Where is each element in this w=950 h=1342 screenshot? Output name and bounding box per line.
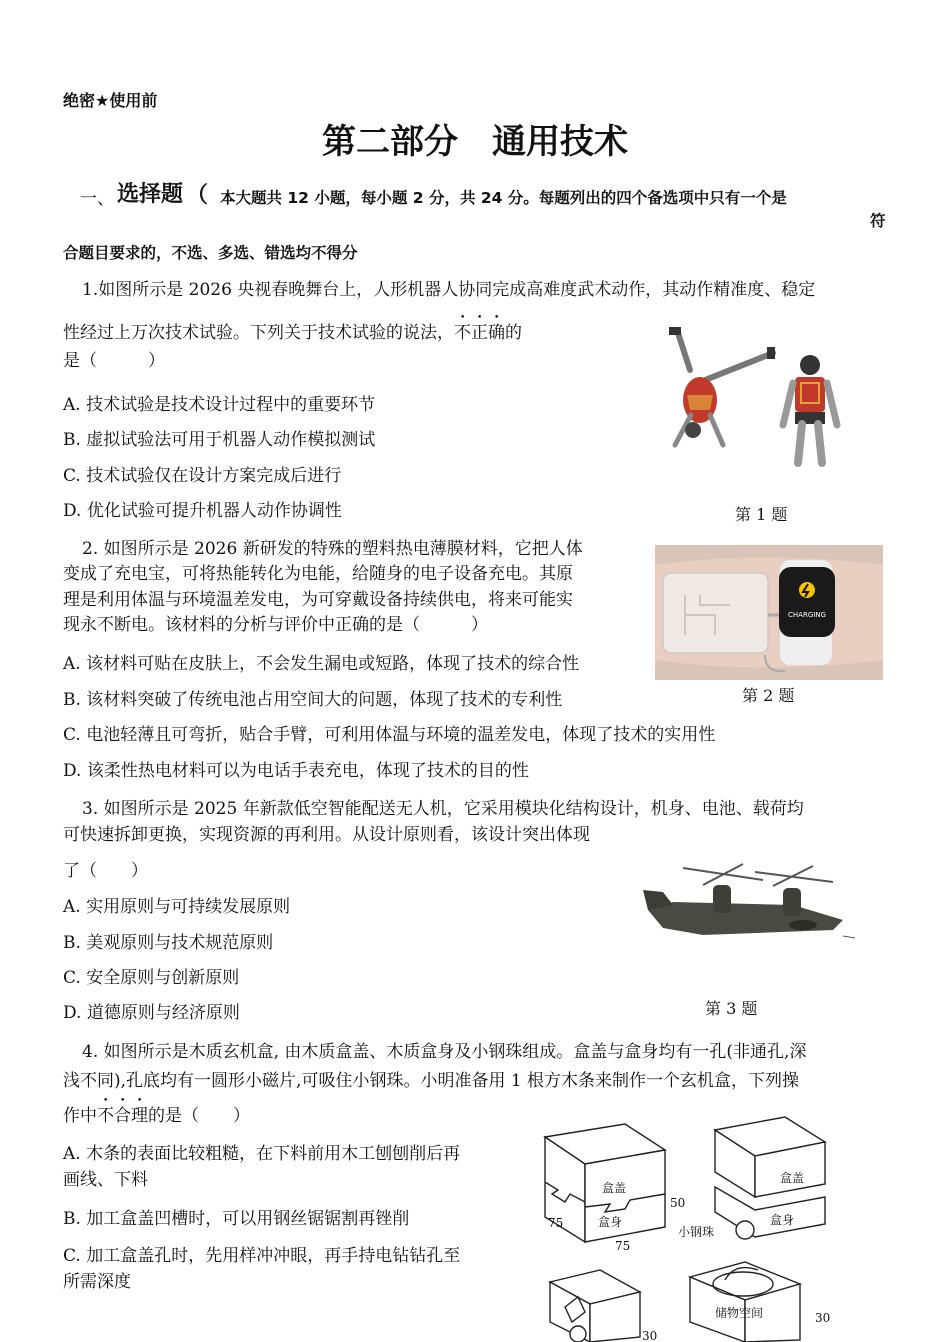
page-title: 第二部分 通用技术 <box>322 122 628 162</box>
q1-stem-line-1: 1.如图所示是 2026 央视春晚舞台上，人形机器人协同完成高难度武术动作，其动作精准度、稳定 <box>82 280 816 300</box>
q1-option-c: C. 技术试验仅在设计方案完成后进行 <box>63 466 342 486</box>
q1-option-a: A. 技术试验是技术设计过程中的重要环节 <box>63 395 376 415</box>
lid-detail-icon <box>550 1270 640 1342</box>
q2-option-d: D. 该柔性热电材料可以为电话手表充电，体现了技术的目的性 <box>63 761 529 781</box>
q4-option-a-line-1: A. 木条的表面比较粗糙，在下料前用木工刨刨削后再 <box>63 1144 461 1164</box>
q3-option-c: C. 安全原则与创新原则 <box>63 968 240 988</box>
q4-option-c-line-1: C. 加工盒盖孔时，先用样冲冲眼，再手持电钻钻孔至 <box>63 1246 461 1266</box>
standing-robot-icon <box>783 355 837 463</box>
q1-stem-line-2-pre: 性经过上万次技术试验。下列关于技术试验的说法， <box>63 323 454 343</box>
section-desc-1-end: 符 <box>870 212 886 230</box>
q3-option-b: B. 美观原则与技术规范原则 <box>63 933 274 953</box>
lid-label-exploded: 盒盖 <box>780 1171 805 1185</box>
q4-option-a-line-2: 画线、下料 <box>63 1170 148 1190</box>
lid-label: 盒盖 <box>602 1181 627 1195</box>
dim-30-right: 30 <box>815 1311 831 1325</box>
storage-space-label: 储物空间 <box>715 1306 764 1320</box>
q3-option-d: D. 道德原则与经济原则 <box>63 1003 240 1023</box>
ball-label: 小钢珠 <box>678 1225 715 1239</box>
q4-stem-line-3-post: 的是（ ） <box>148 1106 250 1126</box>
q3-stem-line-3: 了（ ） <box>63 861 148 881</box>
q2-stem-line-4: 现永不断电。该材料的分析与评价中正确的是（ ） <box>63 615 488 635</box>
watch-label: CHARGING <box>788 611 826 619</box>
q3-caption: 第 3 题 <box>705 999 758 1018</box>
q1-emphasis: 不正确 <box>454 323 505 343</box>
q3-stem-line-1: 3. 如图所示是 2025 年新款低空智能配送无人机，它采用模块化结构设计，机身、电池、载荷均 <box>82 799 804 819</box>
q4-box-figure <box>530 1112 845 1342</box>
dim-50: 50 <box>670 1196 686 1210</box>
section-desc-2: 合题目要求的，不选、多选、错选均不得分 <box>63 244 358 262</box>
q4-option-b: B. 加工盒盖凹槽时，可以用钢丝锯锯割再锉削 <box>63 1209 410 1229</box>
q2-option-c: C. 电池轻薄且可弯折，贴合手臂，可利用体温与环境的温差发电，体现了技术的实用性 <box>63 725 716 745</box>
thermo-film-icon <box>663 573 768 653</box>
q2-stem-line-3: 理是利用体温与环境温差发电，为可穿戴设备持续供电，将来可能实 <box>63 590 573 610</box>
section-heading <box>80 180 890 216</box>
section-desc-1: 本大题共 12 小题，每小题 2 分，共 24 分。每题列出的四个备选项中只有一个是 <box>220 189 787 207</box>
section-prefix: 一、 <box>80 189 114 209</box>
q1-stem-line-2 <box>63 313 522 346</box>
q1-stem-line-2-post: 的 <box>505 323 522 343</box>
q4-stem-line-3 <box>63 1096 250 1129</box>
handstand-robot-icon <box>669 327 775 445</box>
q2-caption: 第 2 题 <box>742 686 795 705</box>
q2-watch-figure <box>655 545 883 680</box>
q1-option-d: D. 优化试验可提升机器人动作协调性 <box>63 501 342 521</box>
q1-option-b: B. 虚拟试验法可用于机器人动作模拟测试 <box>63 430 376 450</box>
dim-75-bottom: 75 <box>615 1239 631 1253</box>
drone-icon <box>643 864 855 938</box>
q2-stem-line-1: 2. 如图所示是 2026 新研发的特殊的塑料热电薄膜材料，它把人体 <box>82 539 583 559</box>
q2-option-a: A. 该材料可贴在皮肤上，不会发生漏电或短路，体现了技术的综合性 <box>63 654 580 674</box>
q2-option-b: B. 该材料突破了传统电池占用空间大的问题，体现了技术的专利性 <box>63 690 563 710</box>
q4-emphasis: 不合理 <box>97 1106 148 1126</box>
q4-option-c-line-2: 所需深度 <box>63 1272 131 1292</box>
q1-caption: 第 1 题 <box>735 505 788 524</box>
body-detail-icon <box>690 1262 800 1342</box>
q3-stem-line-2: 可快速拆卸更换，实现资源的再利用。从设计原则看，该设计突出体现 <box>63 825 590 845</box>
q4-stem-line-1: 4. 如图所示是木质玄机盒, 由木质盒盖、木质盒身及小钢珠组成。盒盖与盒身均有一孔(非通孔,深 <box>82 1042 807 1062</box>
secret-label: 绝密★使用前 <box>63 91 158 110</box>
q2-stem-line-2: 变成了充电宝，可将热能转化为电能，给随身的电子设备充电。其原 <box>63 564 573 584</box>
section-name: 选择题 <box>117 182 184 207</box>
watch-icon <box>779 567 835 637</box>
dim-30-left: 30 <box>642 1329 658 1342</box>
q4-stem-line-3-pre: 作中 <box>63 1106 97 1126</box>
q1-stem-line-3: 是（ ） <box>63 351 165 371</box>
q3-drone-figure <box>643 850 855 948</box>
body-label: 盒身 <box>598 1215 623 1229</box>
q3-option-a: A. 实用原则与可持续发展原则 <box>63 897 291 917</box>
q1-robots-figure <box>655 325 845 470</box>
section-paren: （ <box>186 182 209 208</box>
q4-stem-line-2: 浅不同),孔底均有一圆形小磁片,可吸住小钢珠。小明准备用 1 根方木条来制作一个玄机盒，下列操 <box>63 1071 800 1091</box>
body-label-exploded: 盒身 <box>770 1213 795 1227</box>
dim-75-left: 75 <box>548 1216 564 1230</box>
